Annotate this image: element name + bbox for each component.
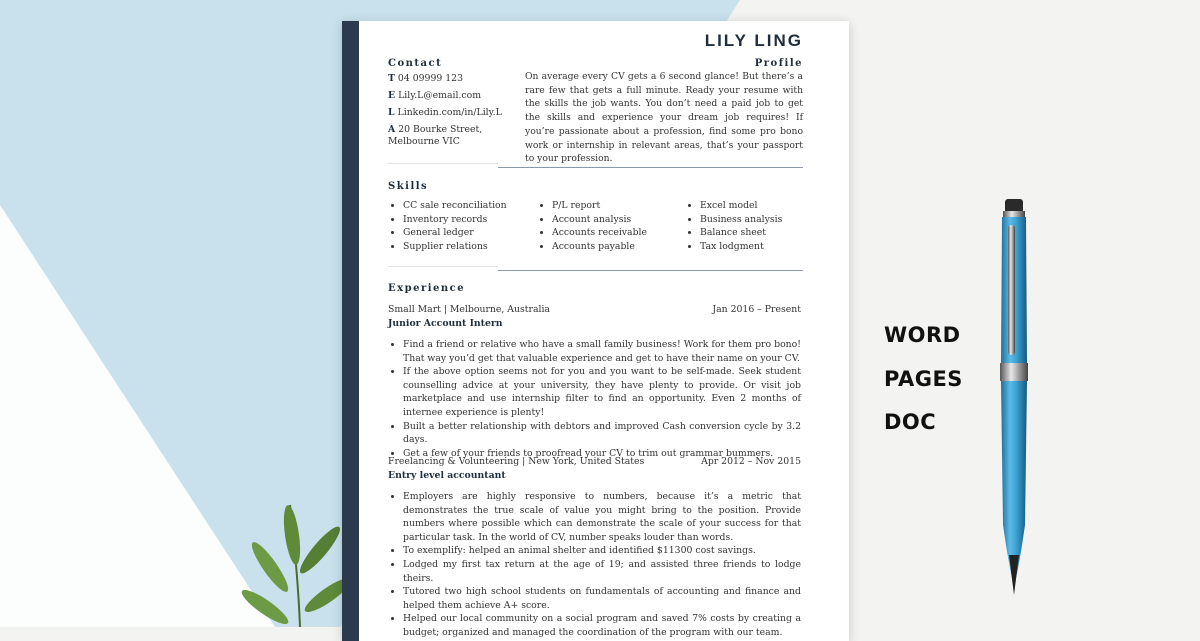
- job-bullet: • Get a few of your friends to proofread your CV to trim out grammar bummers.: [403, 447, 801, 461]
- contact-phone: T 04 09999 123: [388, 73, 463, 84]
- contact-email: E Lily.L@email.com: [388, 90, 482, 101]
- divider: [498, 167, 803, 168]
- job-bullet: • Find a friend or relative who have a small family business! Work for them pro bono! That way you’d get that valuable experience and get to have their name on your CV.: [403, 338, 801, 365]
- skill-item: • Supplier relations: [403, 240, 507, 254]
- format-pages-label: PAGES: [884, 367, 963, 391]
- job-bullet: • Lodged my first tax return at the age of 19; and assisted three friends to lodge theirs.: [403, 558, 801, 585]
- job-title: Junior Account Intern: [388, 318, 503, 329]
- skills-column-2: [537, 199, 647, 254]
- skill-item: • General ledger: [403, 226, 507, 240]
- skill-item: • CC sale reconciliation: [403, 199, 507, 213]
- profile-heading: Profile: [754, 58, 803, 69]
- resume-name: LILY LING: [704, 31, 803, 50]
- format-word-label: WORD: [884, 323, 961, 347]
- skill-item: • Accounts receivable: [552, 226, 647, 240]
- job-bullet: • To exemplify: helped an animal shelter and identified $11300 cost savings.: [403, 544, 801, 558]
- skill-item: • Account analysis: [552, 213, 647, 227]
- contact-list: [388, 73, 523, 153]
- divider: [498, 270, 803, 271]
- contact-linkedin: L Linkedin.com/in/Lily.L: [388, 107, 502, 118]
- job-entry: [388, 303, 801, 460]
- job-entry: [388, 455, 801, 640]
- experience-heading: Experience: [388, 283, 466, 294]
- job-dates: Jan 2016 – Present: [712, 304, 801, 315]
- job-title: Entry level accountant: [388, 470, 506, 481]
- format-doc-label: DOC: [884, 410, 937, 434]
- divider: [388, 163, 498, 164]
- divider: [388, 266, 498, 267]
- skill-item: • Inventory records: [403, 213, 507, 227]
- job-bullet: • If the above option seems not for you and you want to be self-made. Seek student counselling advice at your university, they have plenty to provide. Or visit job marketplace and use internship filter to find an opportunity. Even 2 months of internee experience is plenty!: [403, 365, 801, 419]
- job-bullet: • Built a better relationship with debtors and improved Cash conversion cycle by 3.2 days.: [403, 420, 801, 447]
- job-bullet: • Tutored two high school students on fundamentals of accounting and finance and helped them achieve A+ score.: [403, 585, 801, 612]
- job-dates: Apr 2012 – Nov 2015: [701, 456, 801, 467]
- skill-item: • Excel model: [700, 199, 782, 213]
- job-company: Small Mart | Melbourne, Australia: [388, 304, 550, 315]
- skill-item: • Balance sheet: [700, 226, 782, 240]
- skill-item: • Business analysis: [700, 213, 782, 227]
- job-company: Freelancing & Volunteering | New York, United States: [388, 456, 645, 467]
- skills-heading: Skills: [388, 181, 429, 192]
- resume-side-bar: [342, 21, 359, 641]
- skill-item: • Tax lodgment: [700, 240, 782, 254]
- skills-column-1: [388, 199, 507, 254]
- profile-text: On average every CV gets a 6 second glance! But there’s a rare few that gets a full minute. Ready your resume with the skills the job wants. You don’t need a paid job to get the skills and experience your dream job requires! If you’re passionate about a profession, find some pro bono work or internship in relevant areas, that’s your passport to your profession.: [525, 71, 803, 165]
- pen-icon: [985, 195, 1045, 605]
- skills-column-3: [685, 199, 782, 254]
- skill-item: • P/L report: [552, 199, 647, 213]
- contact-address: A 20 Bourke Street, Melbourne VIC: [388, 124, 483, 147]
- job-bullet: • Employers are highly responsive to numbers, because it’s a metric that demonstrates the true scale of value you might bring to the position. Provide numbers where possible which can demonstrate the scale of your success for that particular task. In the world of CV, number speaks louder than words.: [403, 490, 801, 544]
- resume-page: [342, 21, 849, 641]
- job-bullet: • Helped our local community on a social program and saved 7% costs by creating a budget; organized and managed the coordination of the program with our team.: [403, 612, 801, 639]
- contact-heading: Contact: [388, 58, 443, 69]
- skill-item: • Accounts payable: [552, 240, 647, 254]
